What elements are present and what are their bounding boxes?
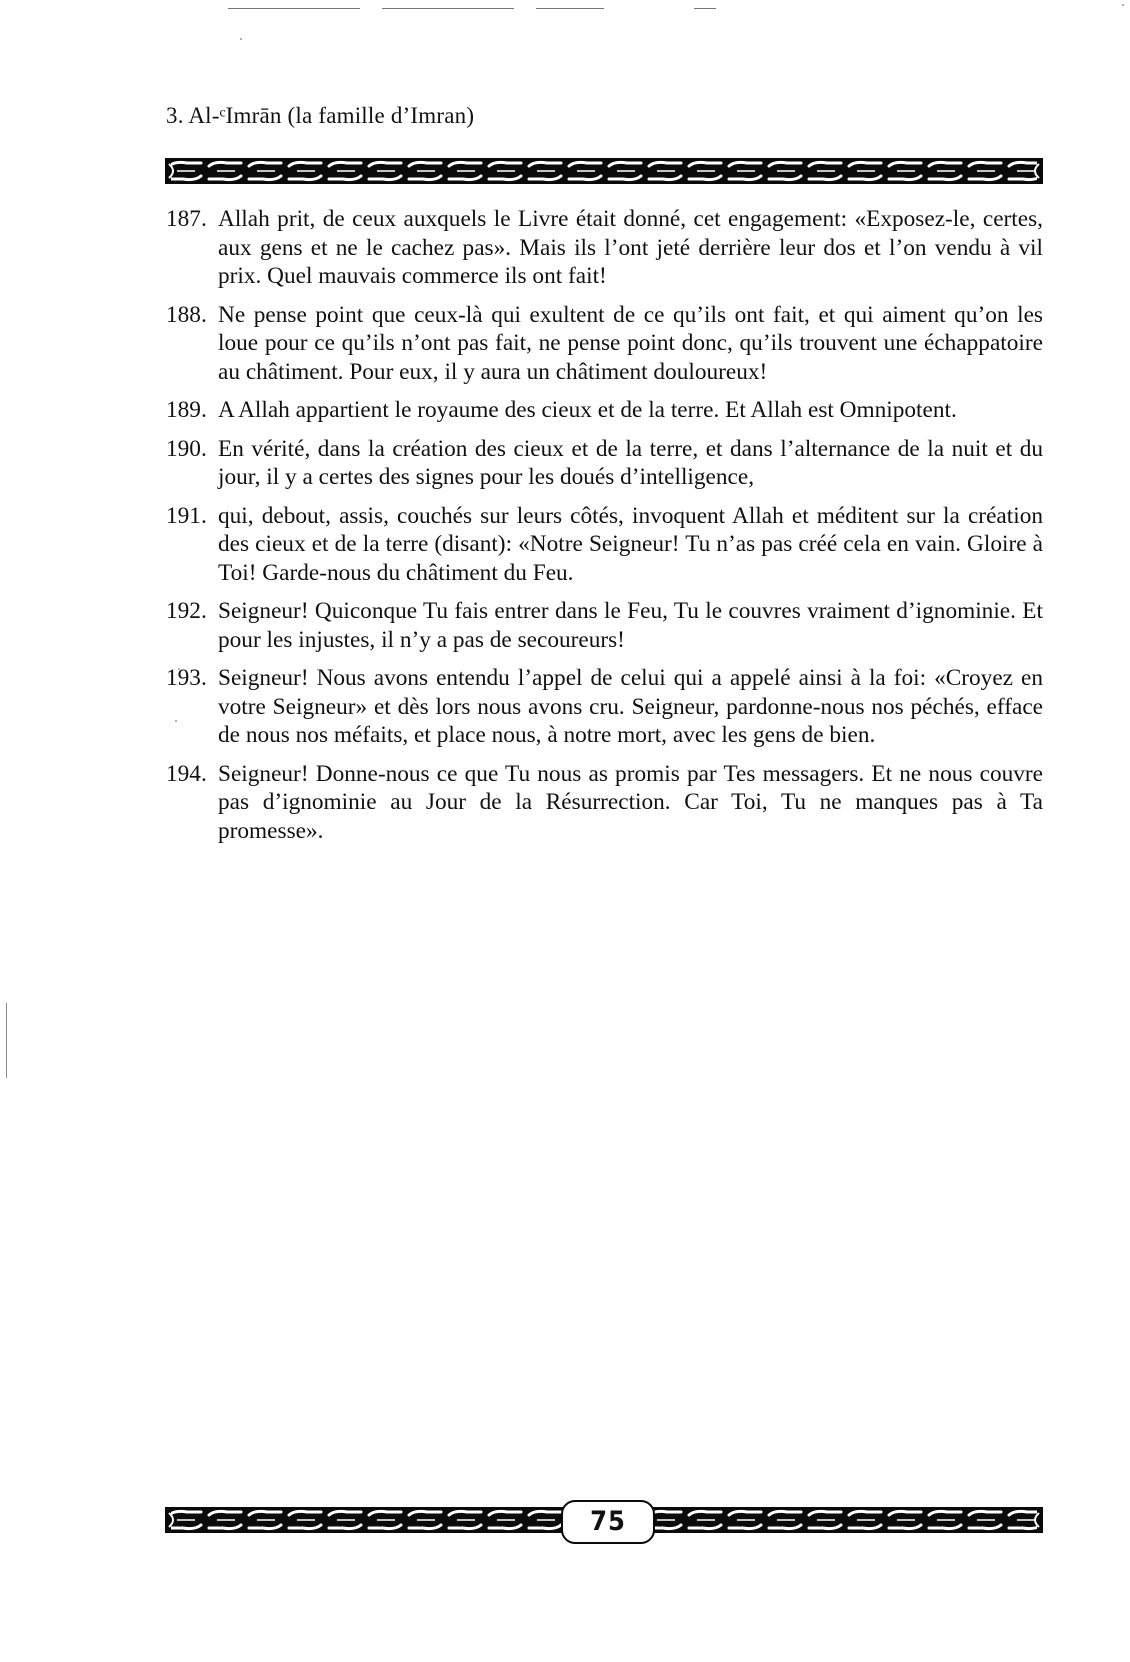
verse-list (166, 205, 1043, 855)
verse-number: 190. (166, 435, 207, 462)
verse-number: 191. (166, 502, 207, 529)
verse-text: Seigneur! Donne-nous ce que Tu nous as promis par Tes messagers. Et ne nous couvre pas d’ignominie au Jour de la Résurrection. Car Toi, Tu ne manques pas à Ta promesse». (218, 760, 1043, 844)
verse-text: Ne pense point que ceux-là qui exultent de ce qu’ils ont fait, et qui aiment qu’on les loue pour ce qu’ils n’ont pas fait, ne pense point donc, qu’ils trouvent une échappatoire au châtiment. Pour eux, il y aura un châtiment douloureux! (218, 301, 1043, 385)
verse-item (166, 760, 1043, 846)
verse-item (166, 301, 1043, 387)
page-number-badge (561, 1500, 655, 1544)
verse-number: 187. (166, 206, 207, 232)
verse-text: En vérité, dans la création des cieux et de la terre, et dans l’alternance de la nuit et du jour, il y a certes des signes pour les doués d’intelligence, (218, 435, 1043, 490)
verse-text: qui, debout, assis, couchés sur leurs côtés, invoquent Allah et méditent sur la création des cieux et de la terre (disant): «Notre Seigneur! Tu n’as pas créé cela en vain. Gloire à Toi! Garde-nous du châtiment du Feu. (218, 502, 1043, 586)
verse-item (166, 205, 1043, 291)
verse-item (166, 396, 1043, 425)
verse-item (166, 502, 1043, 588)
scan-edge-mark (6, 1003, 7, 1078)
verse-item (166, 664, 1043, 750)
verse-text: Allah prit, de ceux auxquels le Livre était donné, cet engagement: «Exposez-le, certes, aux gens et ne le cachez pas». Mais ils l’ont jeté derrière leur dos et l’on vendu à vil prix. Quel mauvais commerce ils ont fait! (218, 206, 1043, 289)
page-number: 75 (590, 1506, 626, 1537)
scan-artifact-line (228, 8, 360, 9)
verse-number: 193. (166, 665, 207, 691)
verse-text: Seigneur! Nous avons entendu l’appel de celui qui a appelé ainsi à la foi: «Croyez en votre Seigneur» et dès lors nous avons cru. Seigneur, pardonne-nous nos péchés, efface de nous nos méfaits, et place nous, à notre mort, avec les gens de bien. (218, 665, 1043, 748)
scan-artifact-line (694, 8, 716, 9)
scan-artifact-line (536, 8, 604, 9)
verse-item (166, 435, 1043, 492)
running-header: 3. Al-ᶜImrān (la famille d’Imran) (166, 103, 475, 128)
verse-text: Seigneur! Quiconque Tu fais entrer dans le Feu, Tu le couvres vraiment d’ignominie. Et pour les injustes, il n’y a pas de secoureurs! (218, 598, 1043, 653)
verse-number: 192. (166, 598, 207, 624)
scan-artifact-line (382, 8, 514, 9)
verse-number: 189. (166, 397, 207, 423)
verse-number: 188. (166, 301, 207, 328)
decorative-border-top (165, 158, 1043, 184)
scan-speck (1122, 4, 1124, 6)
scan-speck (240, 38, 242, 40)
chain-ornament-icon (165, 158, 1043, 184)
verse-item (166, 597, 1043, 654)
verse-number: 194. (166, 760, 207, 787)
verse-text: A Allah appartient le royaume des cieux et de la terre. Et Allah est Omnipotent. (218, 397, 957, 423)
